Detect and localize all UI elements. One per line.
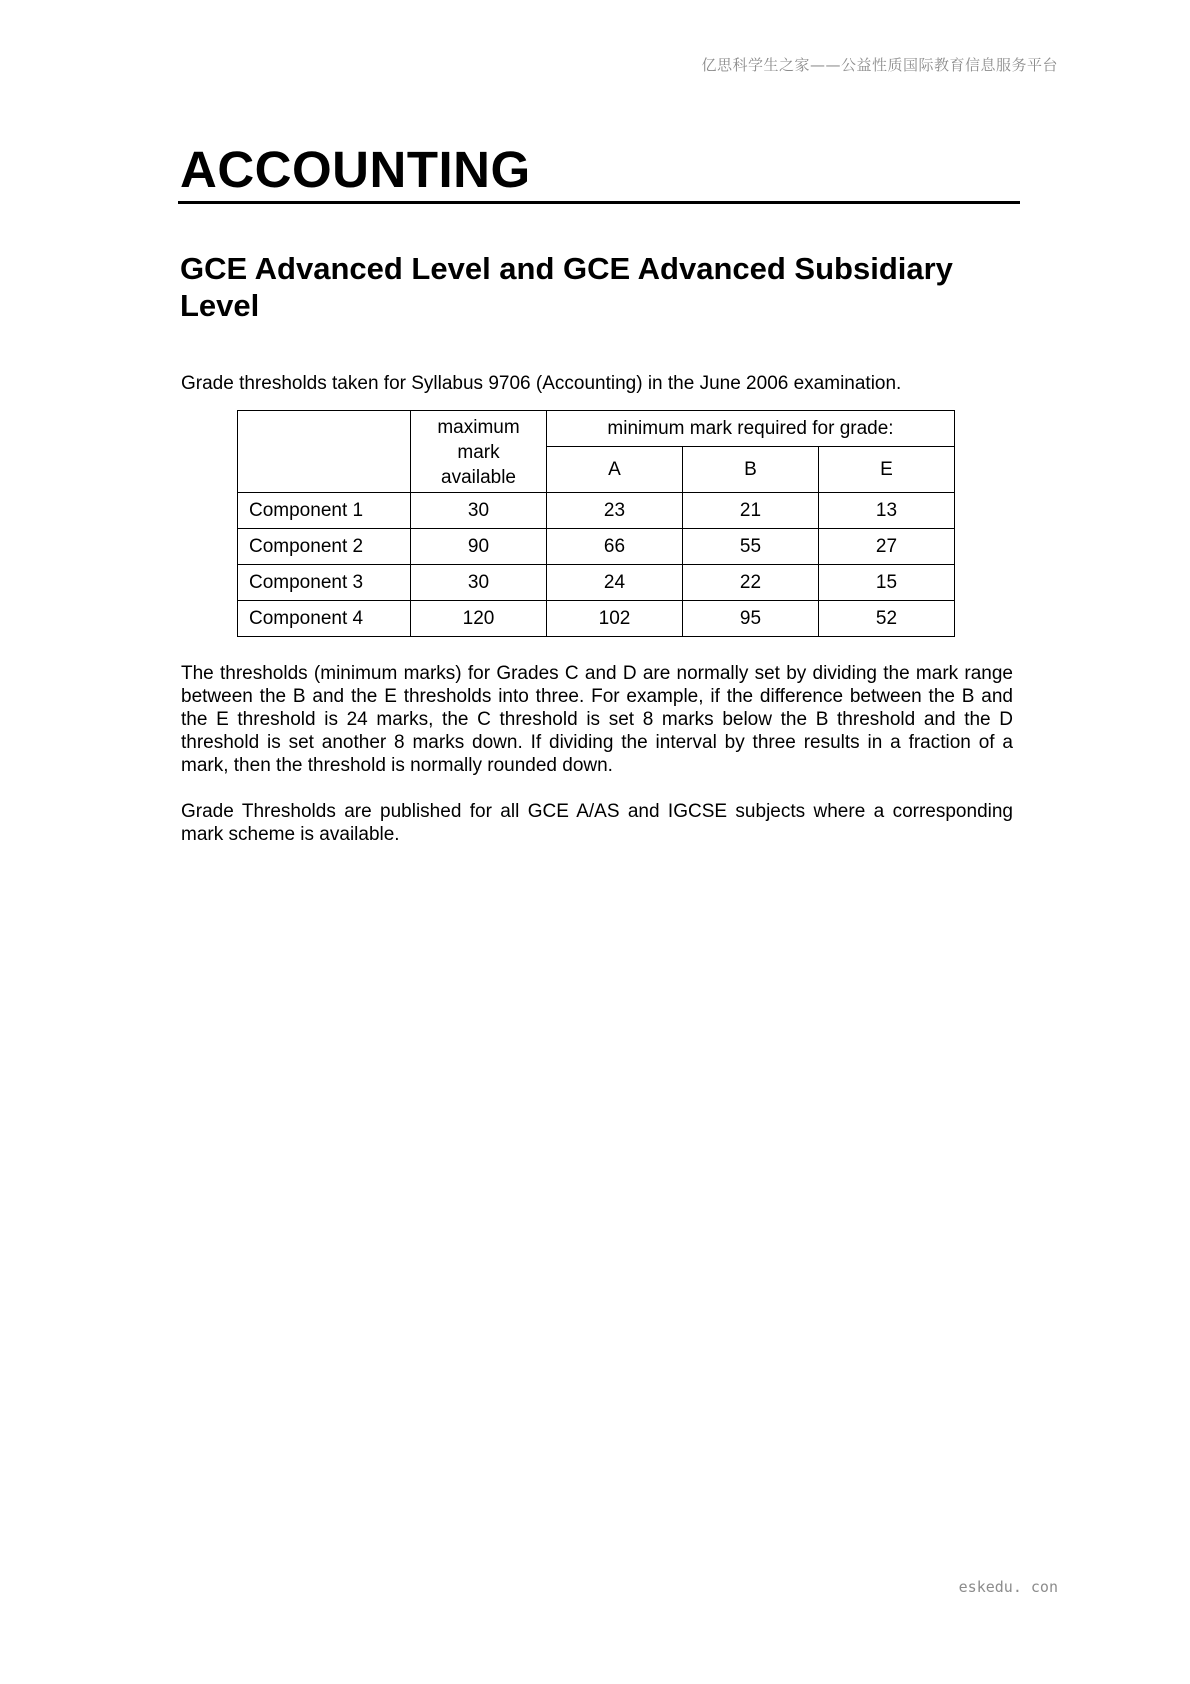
table-row: [238, 493, 955, 529]
max-mark-header-line: maximum: [437, 417, 520, 438]
max-mark-cell: 90: [411, 529, 547, 565]
max-mark-header: [411, 411, 547, 493]
grade-e-cell: 13: [819, 493, 955, 529]
page-title: ACCOUNTING: [180, 141, 531, 198]
component-label: Component 3: [238, 565, 411, 601]
grade-b-cell: 21: [683, 493, 819, 529]
threshold-explanation-paragraph: The thresholds (minimum marks) for Grades C and D are normally set by dividing the mark range between the B and the E thresholds into three. For example, if the difference between the B and the E threshold is 24 marks, the C threshold is set 8 marks below the B threshold and the D threshold is set another 8 marks down. If dividing the interval by three results in a fraction of a mark, then the threshold is normally rounded down.: [181, 663, 1013, 776]
max-mark-cell: 30: [411, 565, 547, 601]
min-mark-header: minimum mark required for grade:: [547, 411, 955, 447]
grade-a-cell: 24: [547, 565, 683, 601]
grade-header-a: A: [547, 447, 683, 493]
grade-a-cell: 102: [547, 601, 683, 637]
table-row: [238, 601, 955, 637]
grade-a-cell: 23: [547, 493, 683, 529]
intro-text: Grade thresholds taken for Syllabus 9706 (Accounting) in the June 2006 examination.: [181, 373, 902, 394]
grade-e-cell: 27: [819, 529, 955, 565]
page-subtitle: GCE Advanced Level and GCE Advanced Subsidiary Level: [180, 251, 953, 323]
grade-e-cell: 15: [819, 565, 955, 601]
grade-b-cell: 22: [683, 565, 819, 601]
component-label: Component 2: [238, 529, 411, 565]
component-label: Component 4: [238, 601, 411, 637]
grade-a-cell: 66: [547, 529, 683, 565]
table-row: [238, 565, 955, 601]
grade-e-cell: 52: [819, 601, 955, 637]
watermark-bottom-text: eskedu. con: [958, 1578, 1058, 1596]
grade-header-b: B: [683, 447, 819, 493]
max-mark-header-line: available: [441, 467, 516, 488]
grade-threshold-table: [237, 410, 955, 637]
publication-note-paragraph: Grade Thresholds are published for all GCE A/AS and IGCSE subjects where a corresponding mark scheme is available.: [181, 801, 1013, 845]
component-label: Component 1: [238, 493, 411, 529]
table-row: [238, 529, 955, 565]
grade-header-e: E: [819, 447, 955, 493]
title-underline: [178, 201, 1020, 204]
grade-b-cell: 95: [683, 601, 819, 637]
grade-b-cell: 55: [683, 529, 819, 565]
table-header-row: [238, 411, 955, 447]
watermark-top-text: 亿思科学生之家——公益性质国际教育信息服务平台: [701, 56, 1058, 74]
max-mark-cell: 120: [411, 601, 547, 637]
table-corner-cell: [238, 411, 411, 493]
max-mark-header-line: mark: [457, 442, 500, 463]
max-mark-cell: 30: [411, 493, 547, 529]
